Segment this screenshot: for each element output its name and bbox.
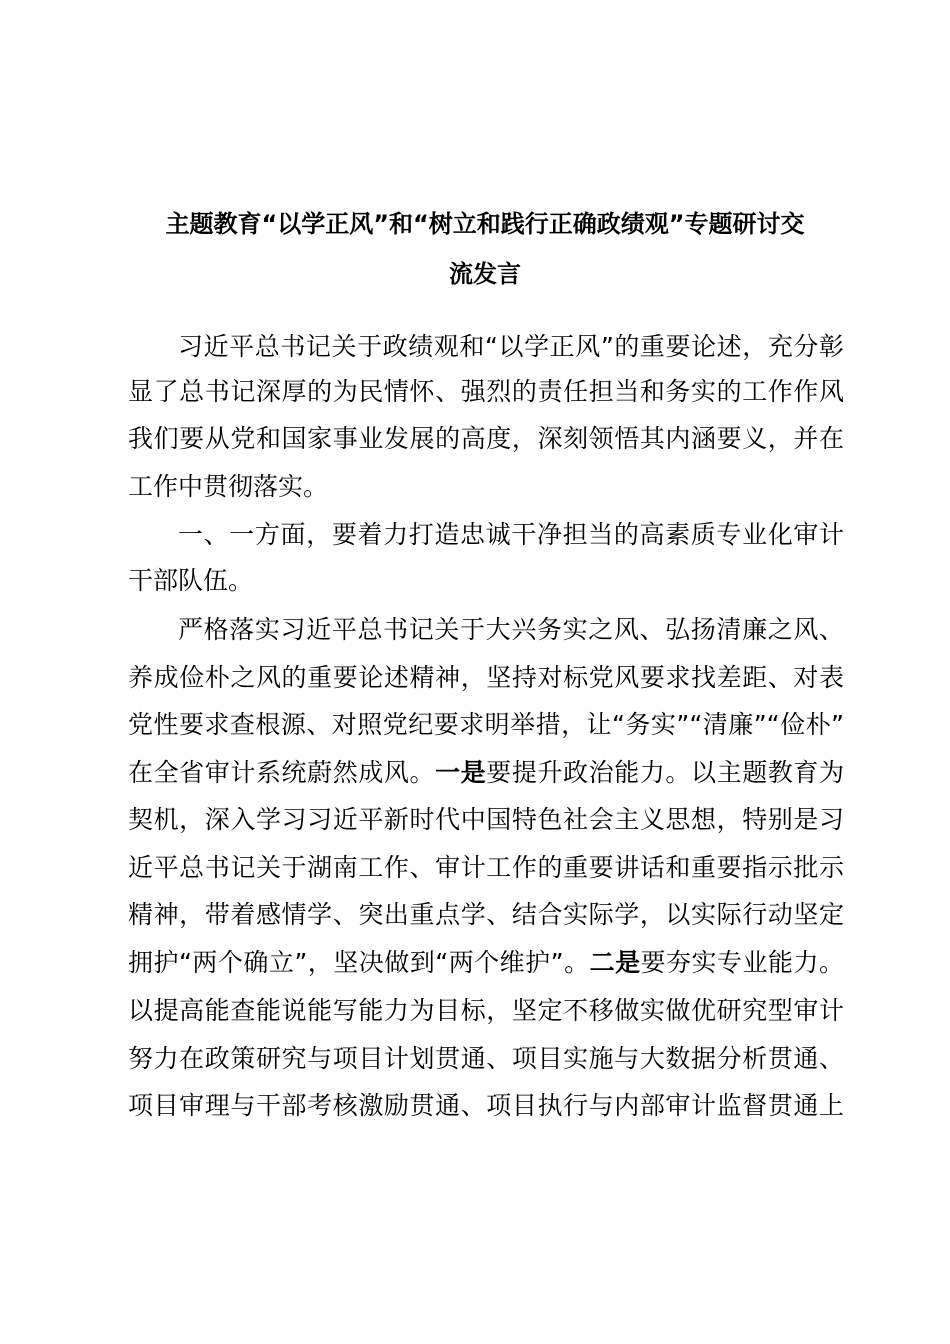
paragraph-1-line-1: 习近平总书记关于政绩观和“以学正风”的重要论述，充分彰 — [178, 332, 844, 361]
paragraph-3-line-11: 项目审理与干部考核激励贯通、项目执行与内部审计监督贯通上 — [128, 1091, 844, 1120]
paragraph-3-line-9: 以提高能查能说能写能力为目标，坚定不移做实做优研究型审计 — [128, 996, 844, 1025]
document-title-line-2: 流发言 — [449, 260, 521, 288]
paragraph-3-line-4 — [128, 757, 844, 789]
paragraph-3-line-2: 养成俭朴之风的重要论述精神，坚持对标党风要求找差距、对表 — [128, 663, 844, 692]
paragraph-3-line-5: 契机，深入学习习近平新时代中国特色社会主义思想，特别是习 — [128, 805, 844, 834]
paragraph-3-line-4-text: 在全省审计系统蔚然成风。 — [128, 758, 436, 787]
paragraph-1-line-3: 我们要从党和国家事业发展的高度，深刻领悟其内涵要义，并在 — [128, 424, 844, 453]
document-title-line-1: 主题教育“以学正风”和“树立和践行正确政绩观”专题研讨交 — [165, 210, 805, 238]
paragraph-1-line-4: 工作中贯彻落实。 — [128, 472, 329, 501]
point-two-text: 要夯实专业能力。 — [640, 948, 844, 977]
paragraph-3-line-8 — [128, 947, 844, 979]
paragraph-3-line-8-text: 拥护“两个确立”，坚决做到“两个维护”。 — [128, 948, 590, 977]
paragraph-2-line-2: 干部队伍。 — [128, 566, 254, 595]
paragraph-1-line-2: 显了总书记深厚的为民情怀、强烈的责任担当和务实的工作作风 — [128, 377, 844, 406]
paragraph-2-line-1: 一、一方面，要着力打造忠诚干净担当的高素质专业化审计 — [178, 520, 844, 549]
paragraph-3-line-10: 努力在政策研究与项目计划贯通、项目实施与大数据分析贯通、 — [128, 1044, 844, 1073]
paragraph-3-line-6: 近平总书记关于湖南工作、审计工作的重要讲话和重要指示批示 — [128, 853, 844, 882]
point-one-marker: 一是 — [435, 758, 487, 787]
paragraph-3-line-3: 党性要求查根源、对照党纪要求明举措，让“务实”“清廉”“俭朴” — [128, 710, 844, 739]
point-two-marker: 二是 — [589, 948, 641, 977]
paragraph-3-line-7: 精神，带着感情学、突出重点学、结合实际学，以实际行动坚定 — [128, 900, 844, 929]
point-one-text: 要提升政治能力。以主题教育为 — [486, 758, 844, 787]
paragraph-3-line-1: 严格落实习近平总书记关于大兴务实之风、弘扬清廉之风、 — [178, 615, 844, 644]
